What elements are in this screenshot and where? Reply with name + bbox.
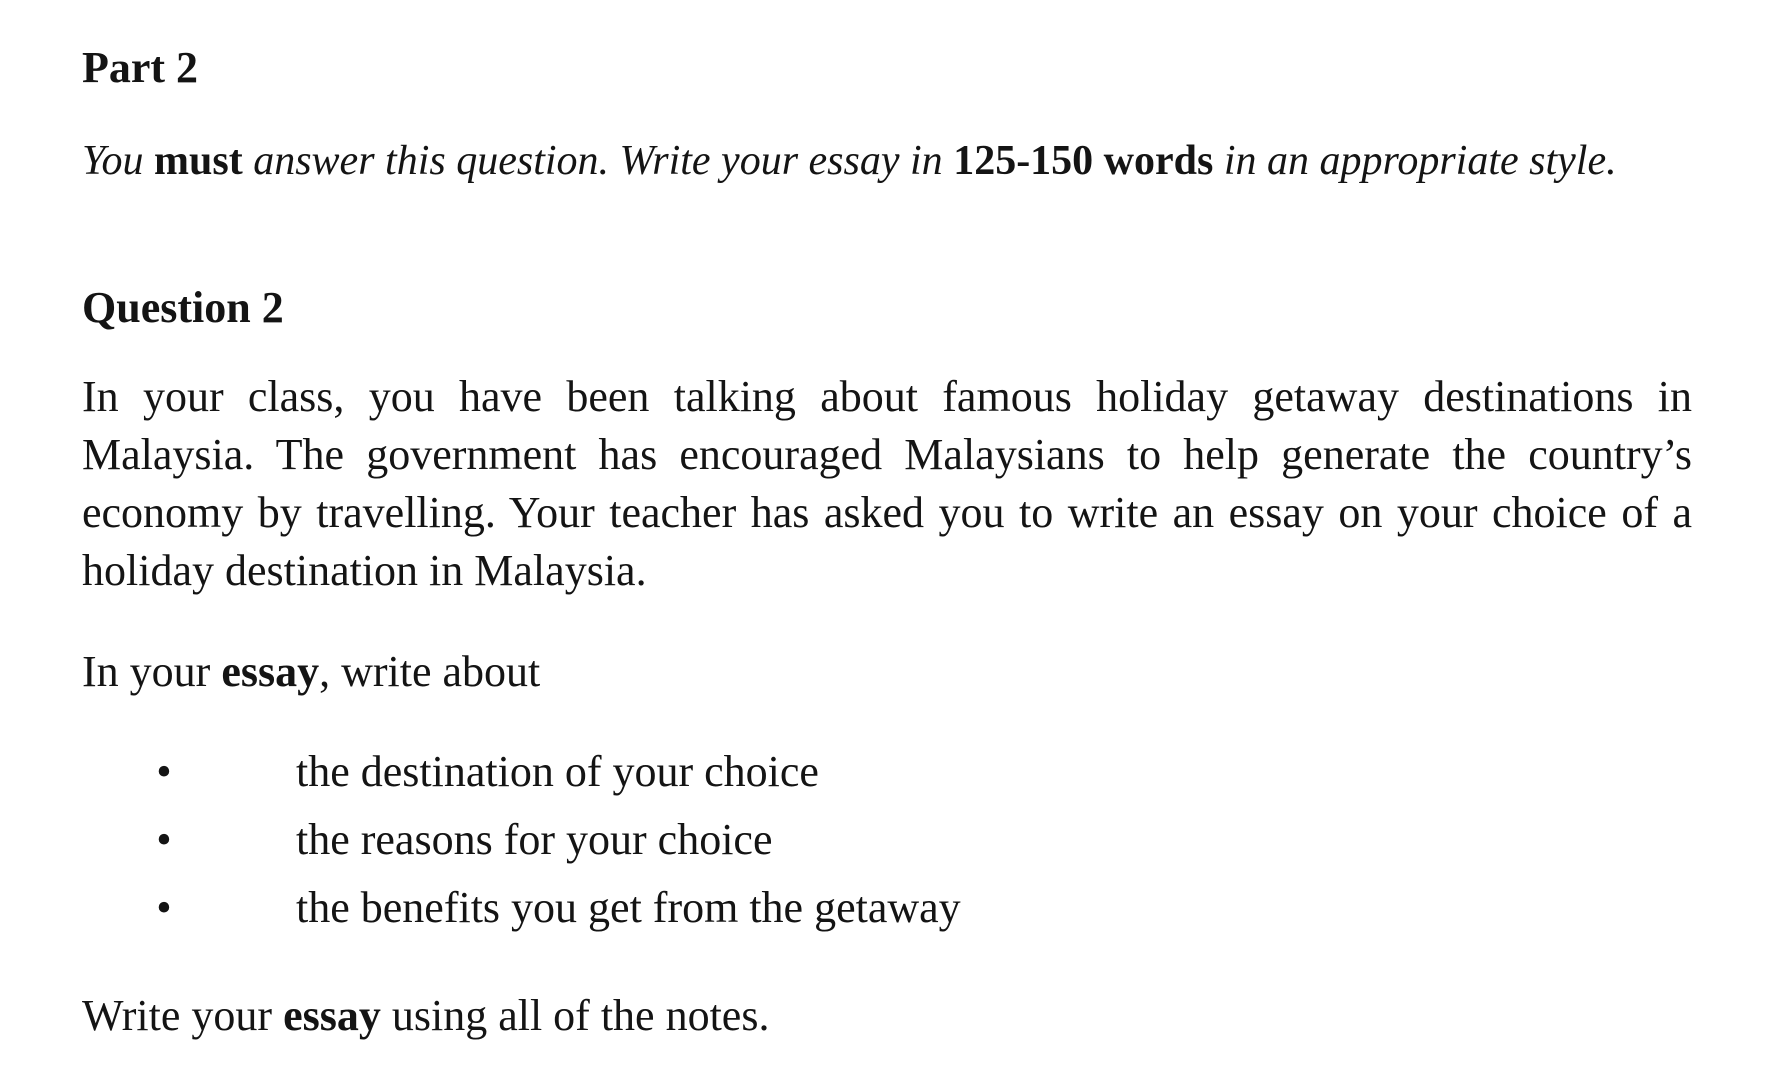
notes-lead-in: [82, 642, 540, 702]
instruction-text: answer this question. Write your essay in: [242, 138, 954, 184]
closing-instruction: [82, 986, 769, 1046]
instruction-text: You: [82, 138, 155, 184]
closing-text: using all of the notes.: [380, 991, 770, 1040]
lead-in-text: In your: [82, 647, 222, 696]
part-heading: Part 2: [82, 43, 199, 92]
instruction-word-count: 125-150 words: [953, 138, 1214, 184]
list-item: [154, 738, 961, 806]
notes-list: [154, 738, 961, 942]
list-item: [154, 874, 961, 942]
closing-text: Write your: [82, 991, 284, 1040]
question-prompt: In your class, you have been talking about famous holiday getaway destinations in Malaysia. The government has encouraged Malaysians to help generate the country’s economy by travelling. Your teacher has asked you to write an essay on your choice of a holiday destination in Malaysia.: [82, 372, 1692, 595]
bullet-icon: •: [156, 883, 172, 932]
question-heading: Question 2: [82, 283, 284, 332]
task-instruction: [82, 130, 1692, 192]
bullet-icon: •: [156, 747, 172, 796]
bullet-icon: •: [156, 815, 172, 864]
list-item-text: the reasons for your choice: [296, 815, 773, 864]
list-item: [154, 806, 961, 874]
lead-in-text: , write about: [319, 647, 541, 696]
closing-emphasis: essay: [283, 991, 381, 1040]
instruction-emphasis-must: must: [154, 138, 243, 184]
lead-in-emphasis: essay: [221, 647, 320, 696]
list-item-text: the benefits you get from the getaway: [296, 883, 961, 932]
instruction-text: in an appropriate style.: [1213, 138, 1617, 184]
list-item-text: the destination of your choice: [296, 747, 819, 796]
